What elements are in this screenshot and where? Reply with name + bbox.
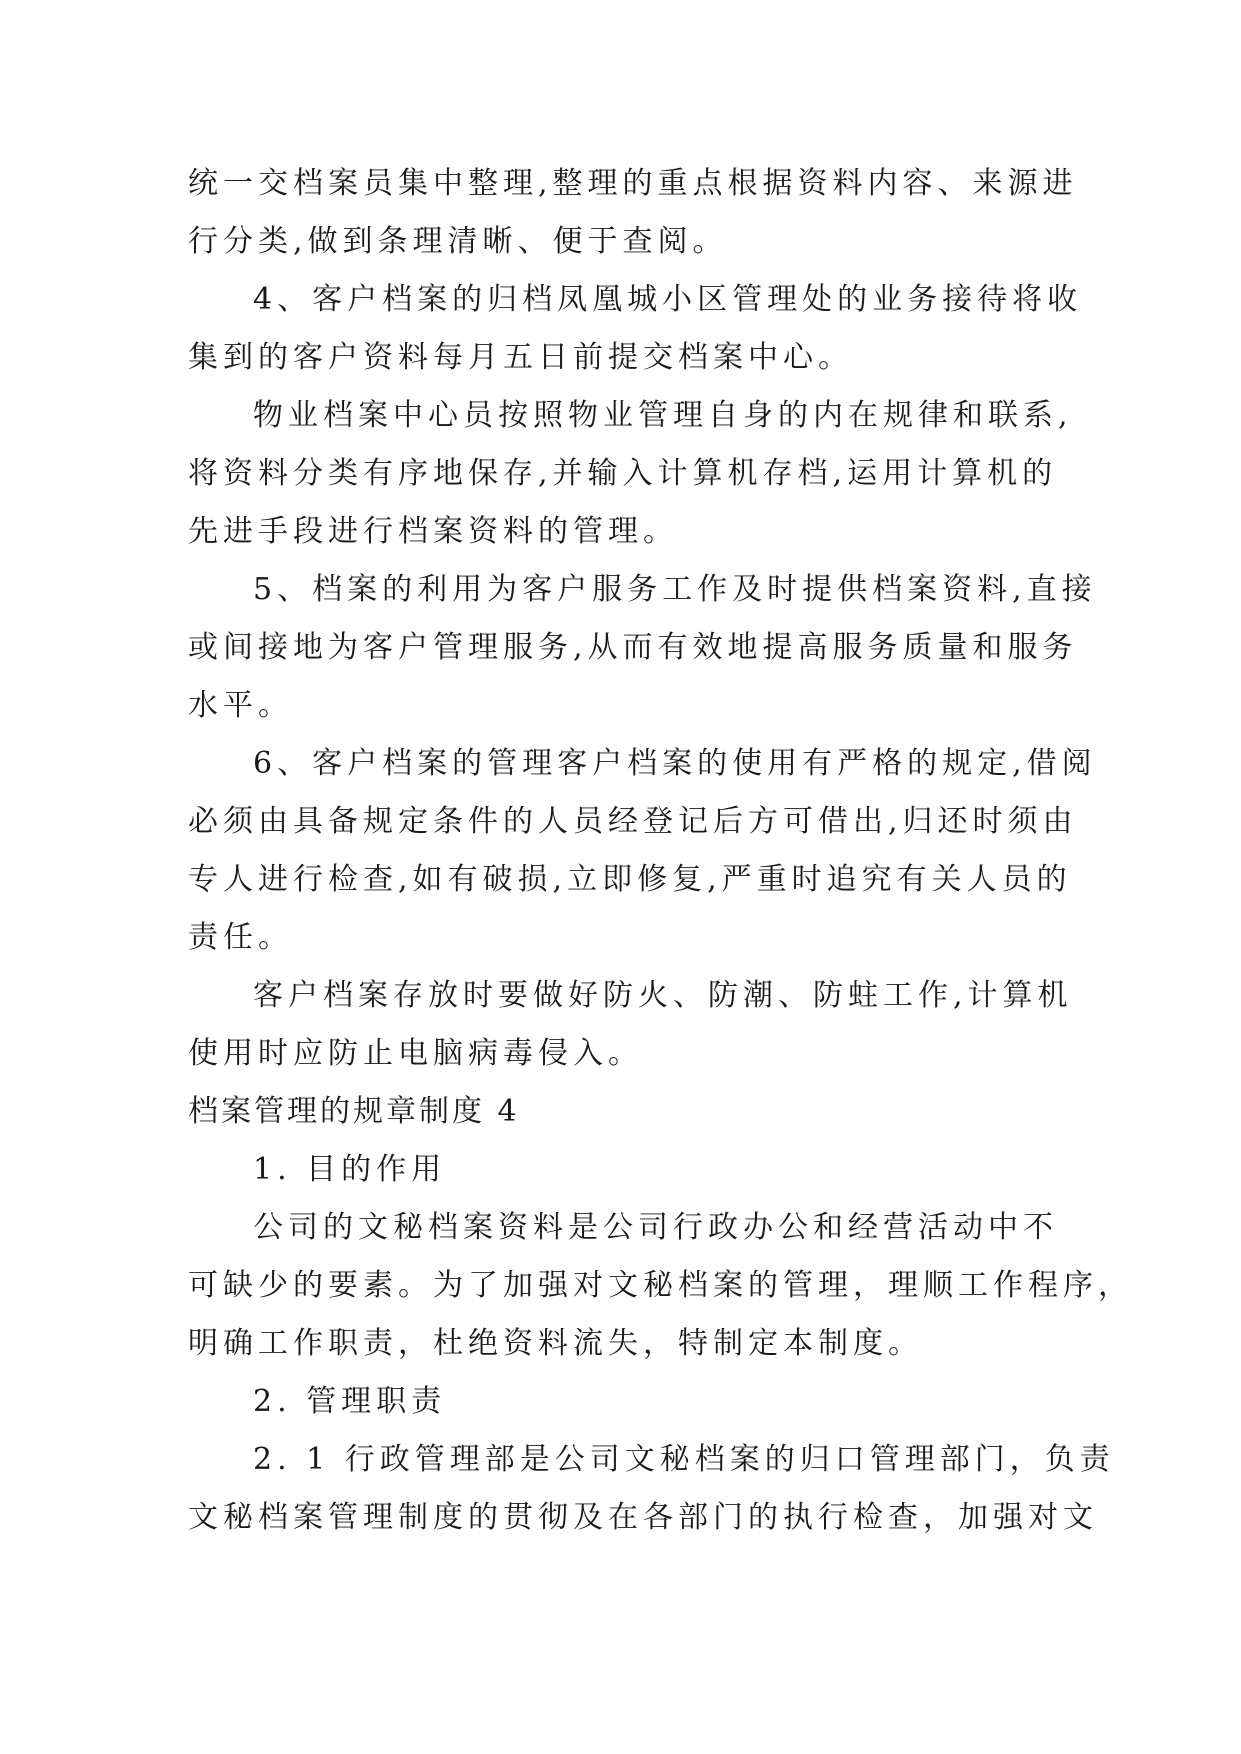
text-line: 集到的客户资料每月五日前提交档案中心。 [188,340,853,375]
paragraph [188,1431,1115,1547]
text-line: 先进手段进行档案资料的管理。 [188,514,678,549]
paragraph [188,561,1097,735]
paragraph [188,271,1083,387]
paragraph [188,1141,1056,1199]
paragraph [188,735,1097,967]
text-line: 将资料分类有序地保存,并输入计算机存档,运用计算机的 [188,456,1058,491]
text-line: 水平。 [188,688,293,723]
paragraph [188,1373,1056,1431]
paragraph [188,1199,1133,1373]
text-line: 可缺少的要素。为了加强对文秘档案的管理，理顺工作程序， [188,1268,1133,1303]
text-line: 行分类,做到条理清晰、便于查阅。 [188,224,728,259]
text-line: 4、客户档案的归档凤凰城小区管理处的业务接待将收 [253,282,1083,317]
text-line: 明确工作职责，杜绝资料流失，特制定本制度。 [188,1326,923,1361]
text-line: 2. 管理职责 [253,1384,447,1419]
text-line: 或间接地为客户管理服务,从而有效地提高服务质量和服务 [188,630,1078,665]
paragraph [188,967,1073,1083]
text-line: 必须由具备规定条件的人员经登记后方可借出,归还时须由 [188,804,1078,839]
text-line: 1. 目的作用 [253,1152,447,1187]
text-line: 使用时应防止电脑病毒侵入。 [188,1036,643,1071]
text-line: 文秘档案管理制度的贯彻及在各部门的执行检查，加强对文 [188,1500,1098,1535]
text-line: 公司的文秘档案资料是公司行政办公和经营活动中不 [253,1210,1058,1245]
text-line: 专人进行检查,如有破损,立即修复,严重时追究有关人员的 [188,862,1072,897]
body-text [188,155,1133,1547]
text-line: 责任。 [188,920,293,955]
text-line: 物业档案中心员按照物业管理自身的内在规律和联系, [253,398,1073,433]
paragraph [188,155,1078,271]
paragraph [188,387,1073,561]
text-line: 客户档案存放时要做好防火、防潮、防蛀工作,计算机 [253,978,1073,1013]
text-line: 2. 1 行政管理部是公司文秘档案的归口管理部门，负责 [253,1442,1115,1477]
section-heading-text: 档案管理的规章制度 4 [188,1094,520,1129]
text-line: 6、客户档案的管理客户档案的使用有严格的规定,借阅 [253,746,1097,781]
text-line: 5、档案的利用为客户服务工作及时提供档案资料,直接 [253,572,1097,607]
text-line: 统一交档案员集中整理,整理的重点根据资料内容、来源进 [188,166,1078,201]
section-heading [188,1083,1056,1141]
